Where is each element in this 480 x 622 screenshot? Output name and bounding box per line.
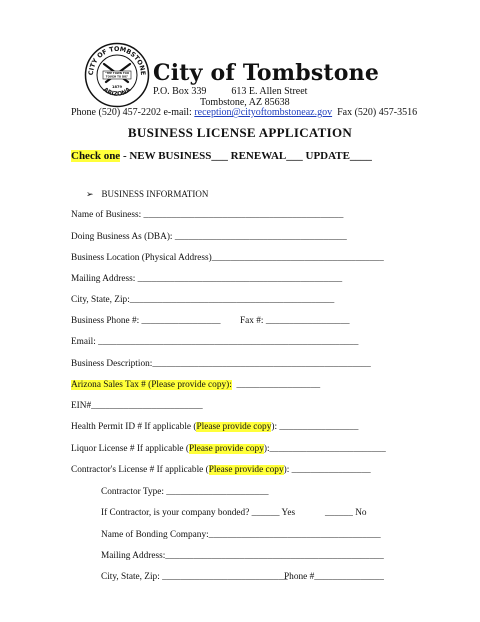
section-business-information: [86, 189, 208, 200]
contractor-provide-copy: Please provide copy: [208, 465, 284, 475]
license-type-row[interactable]: [71, 150, 372, 162]
mailing-address-field[interactable]: Mailing Address: ____________________________________________: [71, 274, 343, 284]
bonded-no-field[interactable]: ______ No: [325, 508, 367, 518]
bonded-yes-field[interactable]: If Contractor, is your company bonded? ______ Yes: [101, 508, 296, 518]
form-title: BUSINESS LICENSE APPLICATION: [127, 125, 353, 140]
health-provide-copy: Please provide copy: [196, 422, 272, 432]
fax-text: Fax (520) 457-3516: [332, 107, 418, 118]
bonding-company-field[interactable]: Name of Bonding Company:_____________________________________: [101, 530, 381, 540]
svg-text:TOUGH TO DIE": TOUGH TO DIE": [105, 75, 129, 79]
sales-tax-label: Arizona Sales Tax # (Please provide copy):: [71, 380, 232, 390]
fax-field[interactable]: Fax #: __________________: [240, 316, 350, 326]
svg-text:CITY OF TOMBSTONE: CITY OF TOMBSTONE: [86, 44, 148, 76]
contractor-license-field[interactable]: [71, 465, 371, 475]
svg-text:"THE TOWN TOO: "THE TOWN TOO: [104, 72, 130, 75]
svg-text:1879: 1879: [111, 85, 123, 89]
email-link[interactable]: reception@cityoftombstoneaz.gov: [194, 107, 333, 118]
arrow-bullet-icon: ➢: [86, 189, 94, 199]
liquor-provide-copy: Please provide copy: [188, 444, 264, 454]
dba-field[interactable]: Doing Business As (DBA): _____________________________________: [71, 232, 347, 242]
business-location-field[interactable]: Business Location (Physical Address)_____________________________________: [71, 253, 384, 263]
business-name-field[interactable]: Name of Business: ___________________________________________: [71, 210, 344, 220]
bonding-phone-field[interactable]: Phone #_______________: [284, 572, 384, 582]
city-state-zip-field[interactable]: City, State, Zip:____________________________________________: [71, 295, 335, 305]
contact-line: [71, 107, 417, 118]
bonding-mailing-address-field[interactable]: Mailing Address:_______________________________________________: [101, 551, 384, 561]
contractor-license-line[interactable]: ): _________________: [283, 465, 371, 475]
liquor-license-line[interactable]: ):_________________________: [263, 444, 386, 454]
section-label: BUSINESS INFORMATION: [101, 189, 209, 199]
phone-text: Phone (520) 457-2202 e-mail:: [71, 107, 195, 118]
sales-tax-field[interactable]: [71, 380, 320, 390]
email-field[interactable]: Email: ________________________________________________________: [71, 337, 359, 347]
city-seal-icon: [84, 42, 150, 108]
license-type-options[interactable]: - NEW BUSINESS___ RENEWAL___ UPDATE____: [120, 150, 372, 162]
liquor-license-label: Liquor License # If applicable (: [71, 444, 189, 454]
health-permit-line[interactable]: ): _________________: [271, 422, 359, 432]
svg-text:ARIZONA: ARIZONA: [101, 86, 133, 98]
contractor-license-label: Contractor's License # If applicable (: [71, 465, 209, 475]
address-line-2: Tombstone, AZ 85638: [200, 97, 290, 108]
ein-field[interactable]: EIN#________________________: [71, 401, 203, 411]
check-one-label: Check one: [71, 150, 121, 162]
health-permit-label: Health Permit ID # If applicable (: [71, 422, 197, 432]
address-line-1: P.O. Box 339 613 E. Allen Street: [153, 86, 308, 97]
business-phone-field[interactable]: Business Phone #: _________________: [71, 316, 221, 326]
contractor-type-field[interactable]: Contractor Type: ______________________: [101, 487, 269, 497]
health-permit-field[interactable]: [71, 422, 358, 432]
bonding-city-state-zip-field[interactable]: City, State, Zip: ___________________________: [101, 572, 288, 582]
city-name: City of Tombstone: [153, 60, 380, 86]
sales-tax-line[interactable]: __________________: [231, 380, 321, 390]
business-description-field[interactable]: Business Description:_______________________________________________: [71, 359, 371, 369]
liquor-license-field[interactable]: [71, 444, 386, 454]
